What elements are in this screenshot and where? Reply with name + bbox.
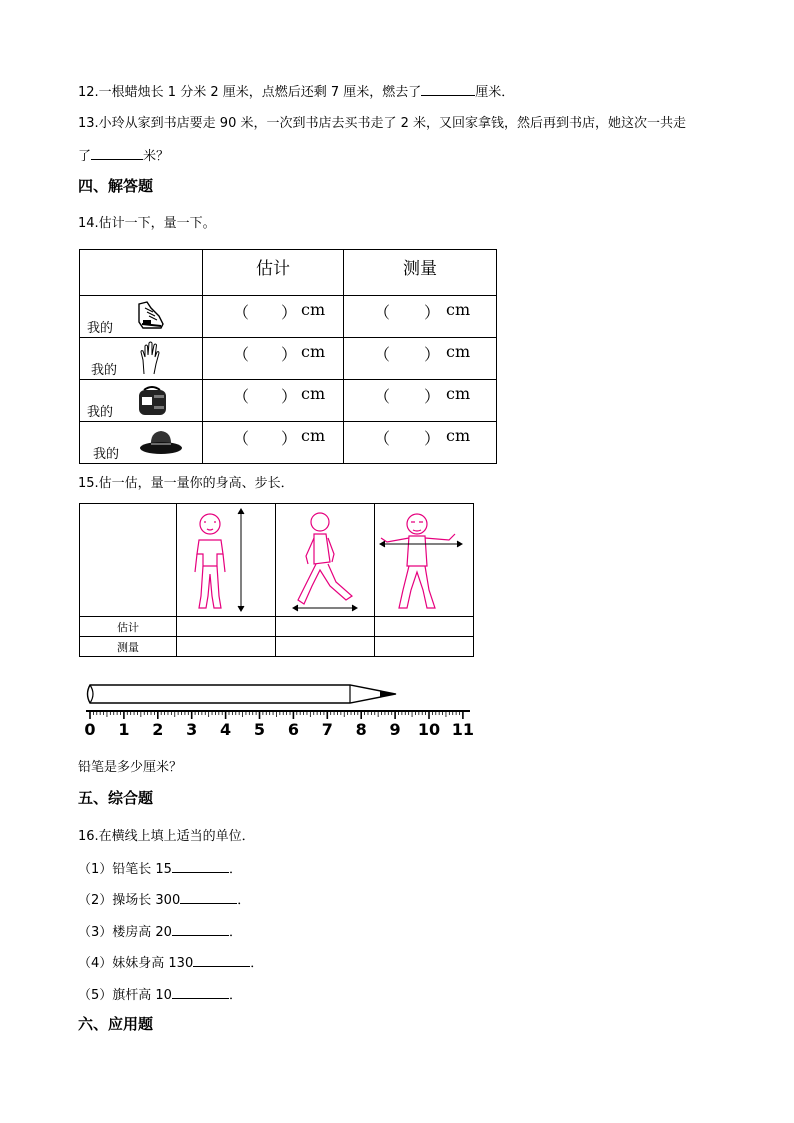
question-12-unit: 厘米． <box>475 85 515 100</box>
table-row <box>80 422 497 464</box>
row-label: 我的 <box>87 405 114 420</box>
question-13-text: 了 <box>78 149 92 164</box>
table-row <box>80 338 497 380</box>
ruler-label: 4 <box>220 720 232 739</box>
answer-blank[interactable] <box>421 83 475 96</box>
table-corner-cell <box>80 250 203 296</box>
height-step-table <box>79 503 474 657</box>
estimate-cell[interactable]: （ ） cm <box>203 338 344 380</box>
answer-blank[interactable] <box>172 923 229 936</box>
estimate-cell[interactable]: （ ） cm <box>203 380 344 422</box>
row-label-cell <box>80 296 203 338</box>
estimate-measure-table <box>79 249 497 464</box>
ruler-question: 铅笔是多少厘米？ <box>78 760 183 775</box>
answer-cell[interactable] <box>375 617 474 637</box>
ruler-ticks <box>90 711 463 719</box>
answer-blank[interactable] <box>172 860 229 873</box>
ruler-label: 10 <box>417 720 441 739</box>
boy-walking-figure <box>276 504 374 616</box>
row-label: 我的 <box>87 321 114 336</box>
ruler-label: 6 <box>287 720 299 739</box>
question-12-text: 12.一根蜡烛长 1 分米 2 厘米，点燃后还剩 7 厘米，燃去了 <box>78 85 422 100</box>
question-13-line1: 13.小玲从家到书店要走 90 米，一次到书店去买书走了 2 米，又回家拿钱，然后再到书店，她这次一共走 <box>78 116 687 131</box>
bag-icon <box>134 382 170 418</box>
boy-height-figure <box>177 504 275 616</box>
question-13-unit: 米？ <box>143 149 170 164</box>
measure-cell[interactable]: （ ） cm <box>344 338 497 380</box>
list-item: （2）操场长 300 ． <box>78 893 251 908</box>
question-16-prompt: 16.在横线上填上适当的单位． <box>78 829 255 844</box>
section-heading-5: 五、综合题 <box>78 789 154 807</box>
section-heading-4: 四、解答题 <box>78 177 154 195</box>
question-15-prompt: 15.估一估，量一量你的身高、步长． <box>78 476 294 491</box>
figure-cell-height <box>177 504 276 617</box>
row-label-estimate: 估计 <box>80 617 177 637</box>
question-12 <box>78 83 514 101</box>
hat-icon <box>138 426 184 458</box>
row-label: 我的 <box>91 363 118 378</box>
ruler-label: 11 <box>451 720 475 739</box>
ruler-label: 9 <box>389 720 401 739</box>
answer-cell[interactable] <box>276 617 375 637</box>
row-label-cell <box>80 422 203 464</box>
boy-armspan-figure <box>375 504 473 616</box>
row-label: 我的 <box>93 447 120 462</box>
question-14-prompt: 14.估计一下，量一下。 <box>78 216 216 231</box>
ruler-with-pencil <box>78 676 478 742</box>
estimate-cell[interactable]: （ ） cm <box>203 296 344 338</box>
answer-blank[interactable] <box>91 147 143 160</box>
answer-cell[interactable] <box>375 637 474 657</box>
list-item: （3）楼房高 20 ． <box>78 925 242 940</box>
row-label-cell <box>80 338 203 380</box>
estimate-cell[interactable]: （ ） cm <box>203 422 344 464</box>
header-measure: 测量 <box>344 250 497 296</box>
row-label-cell <box>80 380 203 422</box>
figure-cell-armspan <box>375 504 474 617</box>
answer-blank[interactable] <box>172 986 229 999</box>
table-row <box>80 296 497 338</box>
answer-cell[interactable] <box>276 637 375 657</box>
ruler-label: 7 <box>321 720 333 739</box>
measure-cell[interactable]: （ ） cm <box>344 296 497 338</box>
list-item: （1）铅笔长 15 ． <box>78 862 242 877</box>
ruler-label: 5 <box>253 720 266 739</box>
table-row <box>80 380 497 422</box>
pencil-icon <box>88 685 397 703</box>
measure-cell[interactable]: （ ） cm <box>344 380 497 422</box>
ruler-labels <box>84 720 474 739</box>
list-item: （5）旗杆高 10 ． <box>78 988 242 1003</box>
answer-blank[interactable] <box>193 954 250 967</box>
ruler-label: 1 <box>118 720 130 739</box>
answer-blank[interactable] <box>180 891 237 904</box>
table-corner-cell <box>80 504 177 617</box>
answer-cell[interactable] <box>177 617 276 637</box>
answer-cell[interactable] <box>177 637 276 657</box>
ruler-label: 3 <box>186 720 198 739</box>
list-item: （4）妹妹身高 130 ． <box>78 956 264 971</box>
section-heading-6: 六、应用题 <box>78 1015 154 1033</box>
ruler-label: 8 <box>355 720 367 739</box>
hand-icon <box>138 340 162 376</box>
row-label-measure: 测量 <box>80 637 177 657</box>
ruler-label: 0 <box>84 720 96 739</box>
ruler-label: 2 <box>152 720 164 739</box>
shoe-icon <box>133 298 167 332</box>
measure-cell[interactable]: （ ） cm <box>344 422 497 464</box>
figure-cell-step <box>276 504 375 617</box>
question-13-line2 <box>78 147 169 165</box>
header-estimate: 估计 <box>203 250 344 296</box>
